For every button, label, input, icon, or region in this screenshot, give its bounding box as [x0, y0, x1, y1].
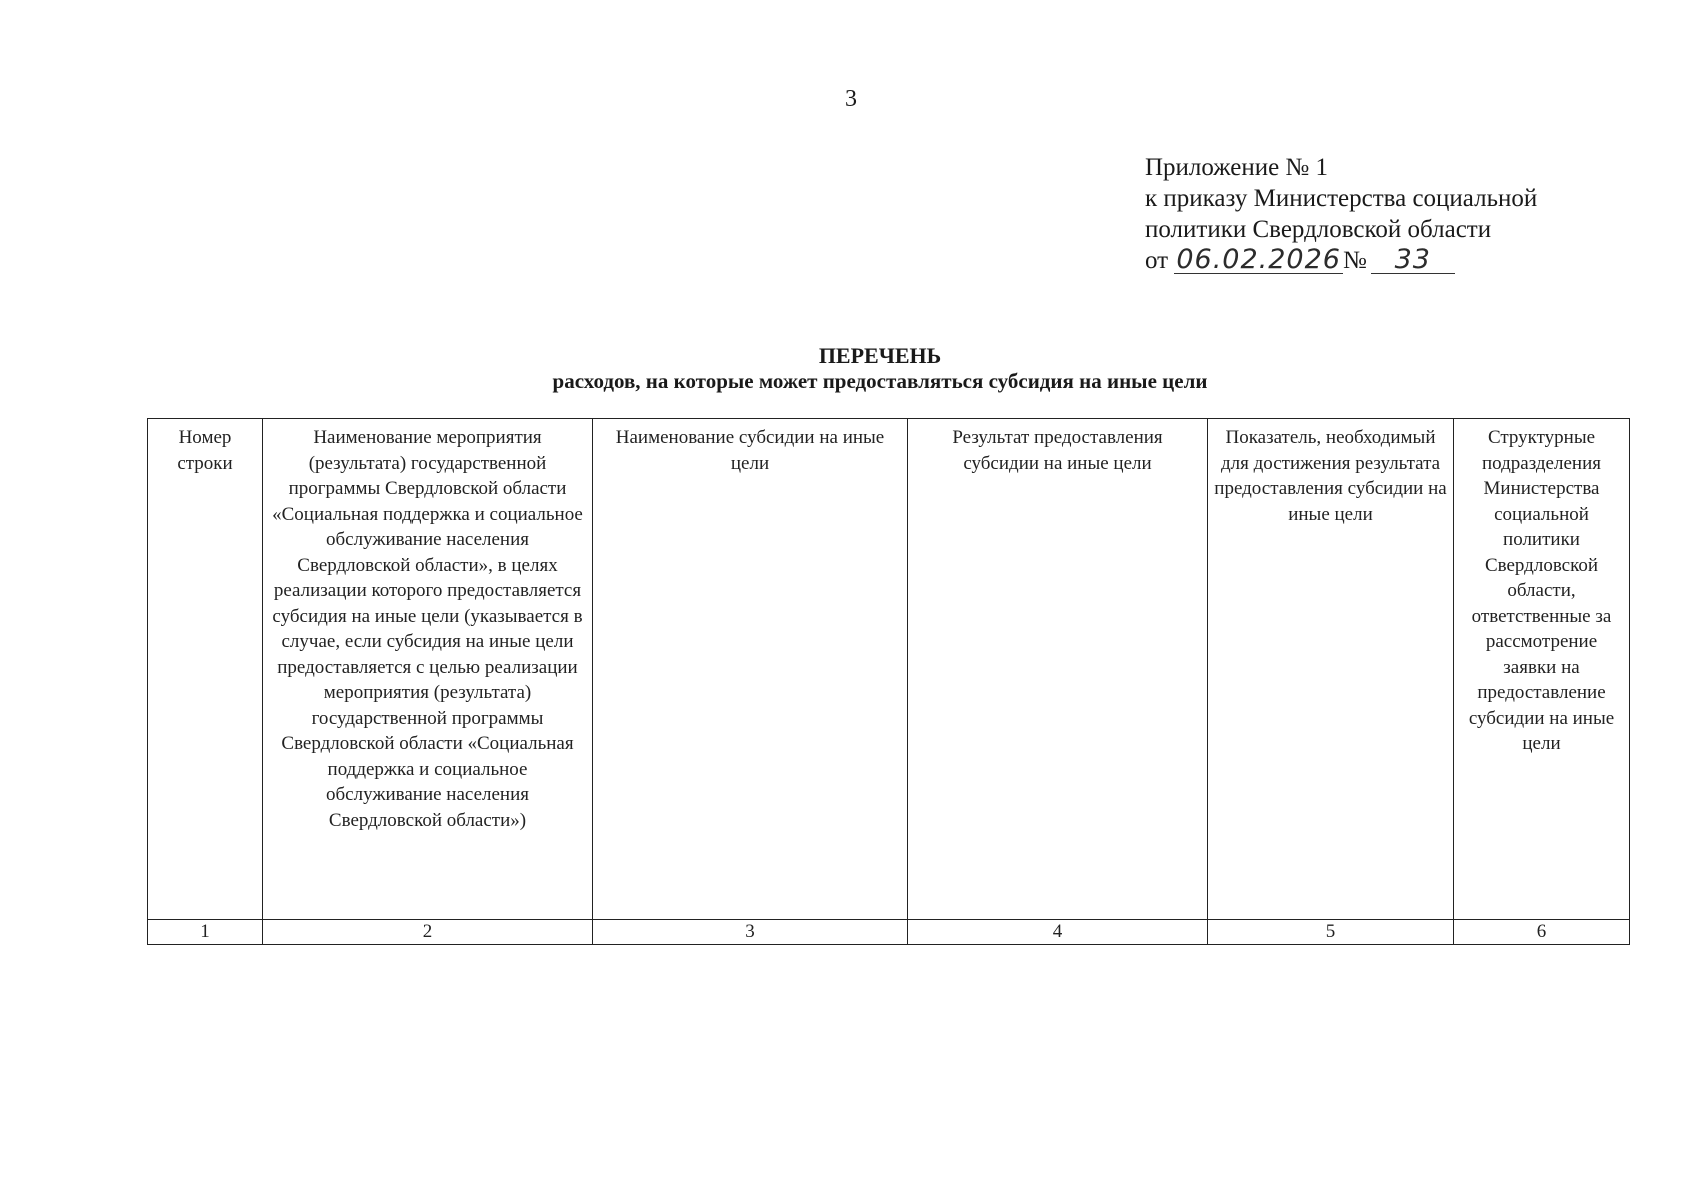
column-number-6: 6 — [1454, 920, 1630, 945]
header-indicator: Показатель, необходимый для достижения результата предоставления субсидии на иные цели — [1208, 419, 1454, 920]
page-number: 3 — [845, 86, 857, 112]
appendix-title: Приложение № 1 — [1145, 154, 1329, 181]
header-departments: Структурные подразделения Министерства социальной политики Свердловской области, ответственные за рассмотрение заявки на предоставление субсидии на иные цели — [1454, 419, 1630, 920]
column-number-5: 5 — [1208, 920, 1454, 945]
handwritten-number: 33 — [1371, 247, 1455, 274]
column-number-2: 2 — [263, 920, 593, 945]
document-subtitle: расходов, на которые может предоставляться субсидия на иные цели — [552, 369, 1208, 393]
handwritten-date: 06.02.2026 — [1176, 244, 1341, 275]
header-event-name: Наименование мероприятия (результата) государственной программы Свердловской области «Социальная поддержка и социальное обслуживание населения Свердловской области», в целях реализации которого предоставляется субсидия на иные цели (указывается в случае, если субсидия на иные цели предоставляется с целью реализации мероприятия (результата) государственной программы Свердловской области «Социальная поддержка и социальное обслуживание населения Свердловской области») — [263, 419, 593, 920]
header-subsidy-result: Результат предоставления субсидии на иные цели — [908, 419, 1208, 920]
table-header-row — [148, 419, 1630, 920]
column-number-1: 1 — [148, 920, 263, 945]
number-prefix: № — [1342, 247, 1367, 274]
appendix-order-line: к приказу Министерства социальной — [1145, 185, 1538, 212]
document-title: ПЕРЕЧЕНЬ — [818, 343, 942, 368]
date-prefix: от — [1145, 247, 1169, 274]
expenses-table — [147, 418, 1630, 945]
table-column-numbers-row — [148, 920, 1630, 945]
column-number-4: 4 — [908, 920, 1208, 945]
header-row-number: Номер строки — [148, 419, 263, 920]
appendix-block — [1145, 152, 1665, 276]
column-number-3: 3 — [593, 920, 908, 945]
appendix-date-line — [1145, 245, 1665, 276]
header-subsidy-name: Наименование субсидии на иные цели — [593, 419, 908, 920]
appendix-ministry-line: политики Свердловской области — [1145, 216, 1492, 243]
